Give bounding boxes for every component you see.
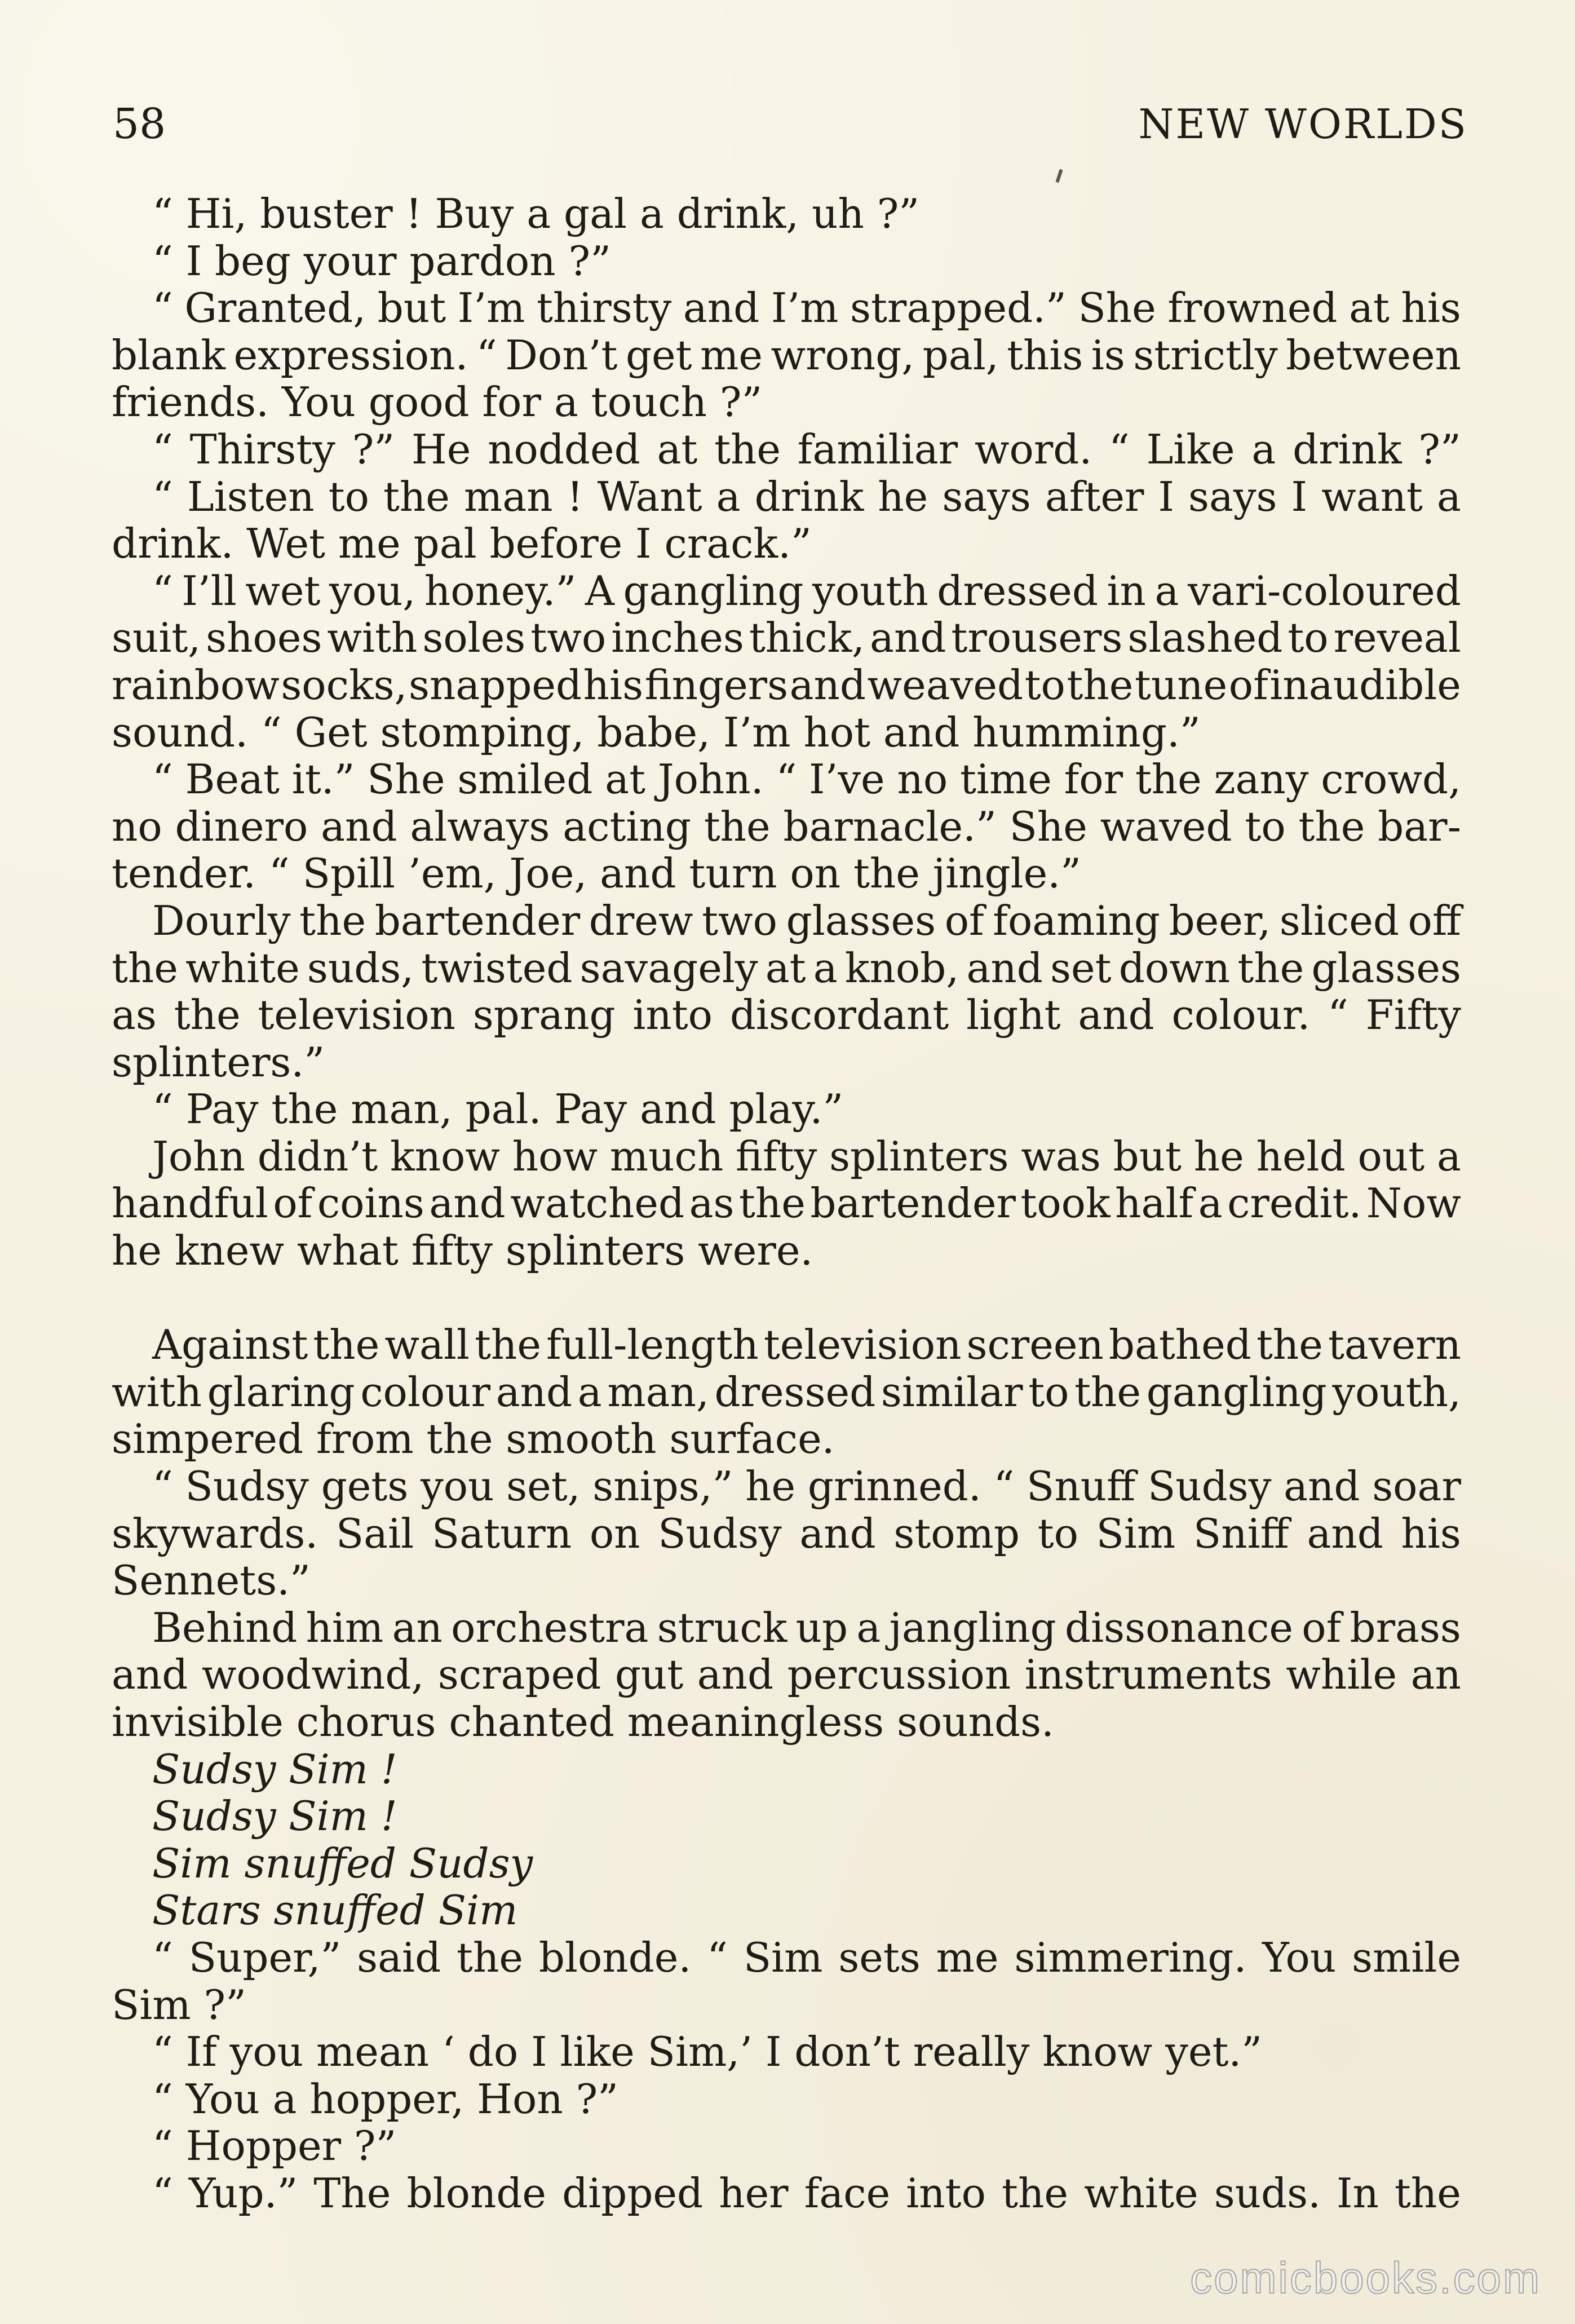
text-line: invisible chorus chanted meaningless sounds. [112, 1698, 1054, 1746]
paragraph-first-line: “ Hi, buster ! Buy a gal a drink, uh ?” [152, 190, 920, 237]
print-speck [1055, 169, 1063, 183]
paragraph-first-line: “ Listen to the man ! Want a drink he says after I says I want a [152, 472, 1461, 520]
story-text [112, 191, 1461, 2217]
text-line: rainbow socks, snapped his fingers and weaved to the tune of inaudible [112, 661, 1461, 709]
text-line: and woodwind, scraped gut and percussion instruments while an [112, 1651, 1461, 1699]
text-line: simpered from the smooth surface. [112, 1415, 835, 1463]
paragraph-first-line: “ I’ll wet you, honey.” A gangling youth dressed in a vari-coloured [152, 567, 1461, 615]
paragraph-first-line: “ If you mean ‘ do I like Sim,’ I don’t really know yet.” [152, 2028, 1263, 2076]
paragraph-first-line: John didn’t know how much fifty splinters was but he held out a [152, 1132, 1461, 1180]
text-line: no dinero and always acting the barnacle.” She waved to the bar- [112, 802, 1461, 850]
paragraph-first-line: “ Thirsty ?” He nodded at the familiar word. “ Like a drink ?” [152, 425, 1461, 473]
paragraph-first-line: “ Beat it.” She smiled at John. “ I’ve no time for the zany crowd, [152, 755, 1461, 803]
text-line: drink. Wet me pal before I crack.” [112, 520, 812, 568]
text-line: tender. “ Spill ’em, Joe, and turn on the jingle.” [112, 850, 1081, 898]
paragraph-first-line: “ Pay the man, pal. Pay and play.” [152, 1085, 844, 1133]
paragraph-first-line: “ I beg your pardon ?” [152, 237, 611, 285]
text-line: friends. You good for a touch ?” [112, 378, 763, 426]
watermark-logo: comicbooks.com [1190, 2253, 1541, 2303]
paragraph-first-line: “ Hopper ?” [152, 2122, 397, 2170]
text-line: splinters.” [112, 1038, 325, 1086]
text-line: he knew what fifty splinters were. [112, 1227, 813, 1275]
verse-line: Sudsy Sim ! [152, 1792, 397, 1840]
text-line: with glaring colour and a man, dressed similar to the gangling youth, [112, 1368, 1461, 1416]
paragraph-first-line: “ Granted, but I’m thirsty and I’m strapped.” She frowned at his [152, 284, 1461, 332]
paragraph-first-line: Against the wall the full-length television screen bathed the tavern [152, 1321, 1461, 1369]
paragraph-first-line: “ Yup.” The blonde dipped her face into the white suds. In the [152, 2169, 1461, 2217]
running-head: NEW WORLDS [1138, 100, 1468, 148]
paragraph-first-line: “ Super,” said the blonde. “ Sim sets me simmering. You smile [152, 1933, 1461, 1981]
paragraph-first-line: “ You a hopper, Hon ?” [152, 2075, 618, 2123]
paragraph-first-line: Dourly the bartender drew two glasses of foaming beer, sliced off [152, 896, 1461, 944]
text-line: Sennets.” [112, 1557, 311, 1605]
paragraph-first-line: “ Sudsy gets you set, snips,” he grinned. “ Snuff Sudsy and soar [152, 1463, 1461, 1510]
text-line: skywards. Sail Saturn on Sudsy and stomp to Sim Sniff and his [112, 1509, 1461, 1557]
text-line: suit, shoes with soles two inches thick, and trousers slashed to reveal [112, 614, 1461, 662]
verse-line: Sim snuffed Sudsy [152, 1839, 533, 1887]
section-break [112, 1275, 1461, 1322]
text-line: handful of coins and watched as the bartender took half a credit. Now [112, 1179, 1461, 1227]
page-number: 58 [113, 100, 166, 148]
page-header [113, 96, 1468, 152]
verse-line: Sudsy Sim ! [152, 1745, 397, 1793]
text-line: as the television sprang into discordant light and colour. “ Fifty [112, 991, 1461, 1039]
text-line: sound. “ Get stomping, babe, I’m hot and humming.” [112, 708, 1201, 756]
text-line: the white suds, twisted savagely at a knob, and set down the glasses [112, 944, 1461, 992]
paragraph-first-line: Behind him an orchestra struck up a jangling dissonance of brass [152, 1603, 1461, 1651]
verse-line: Stars snuffed Sim [152, 1886, 518, 1934]
text-line: Sim ?” [112, 1981, 246, 2029]
text-line: blank expression. “ Don’t get me wrong, pal, this is strictly between [112, 331, 1461, 379]
